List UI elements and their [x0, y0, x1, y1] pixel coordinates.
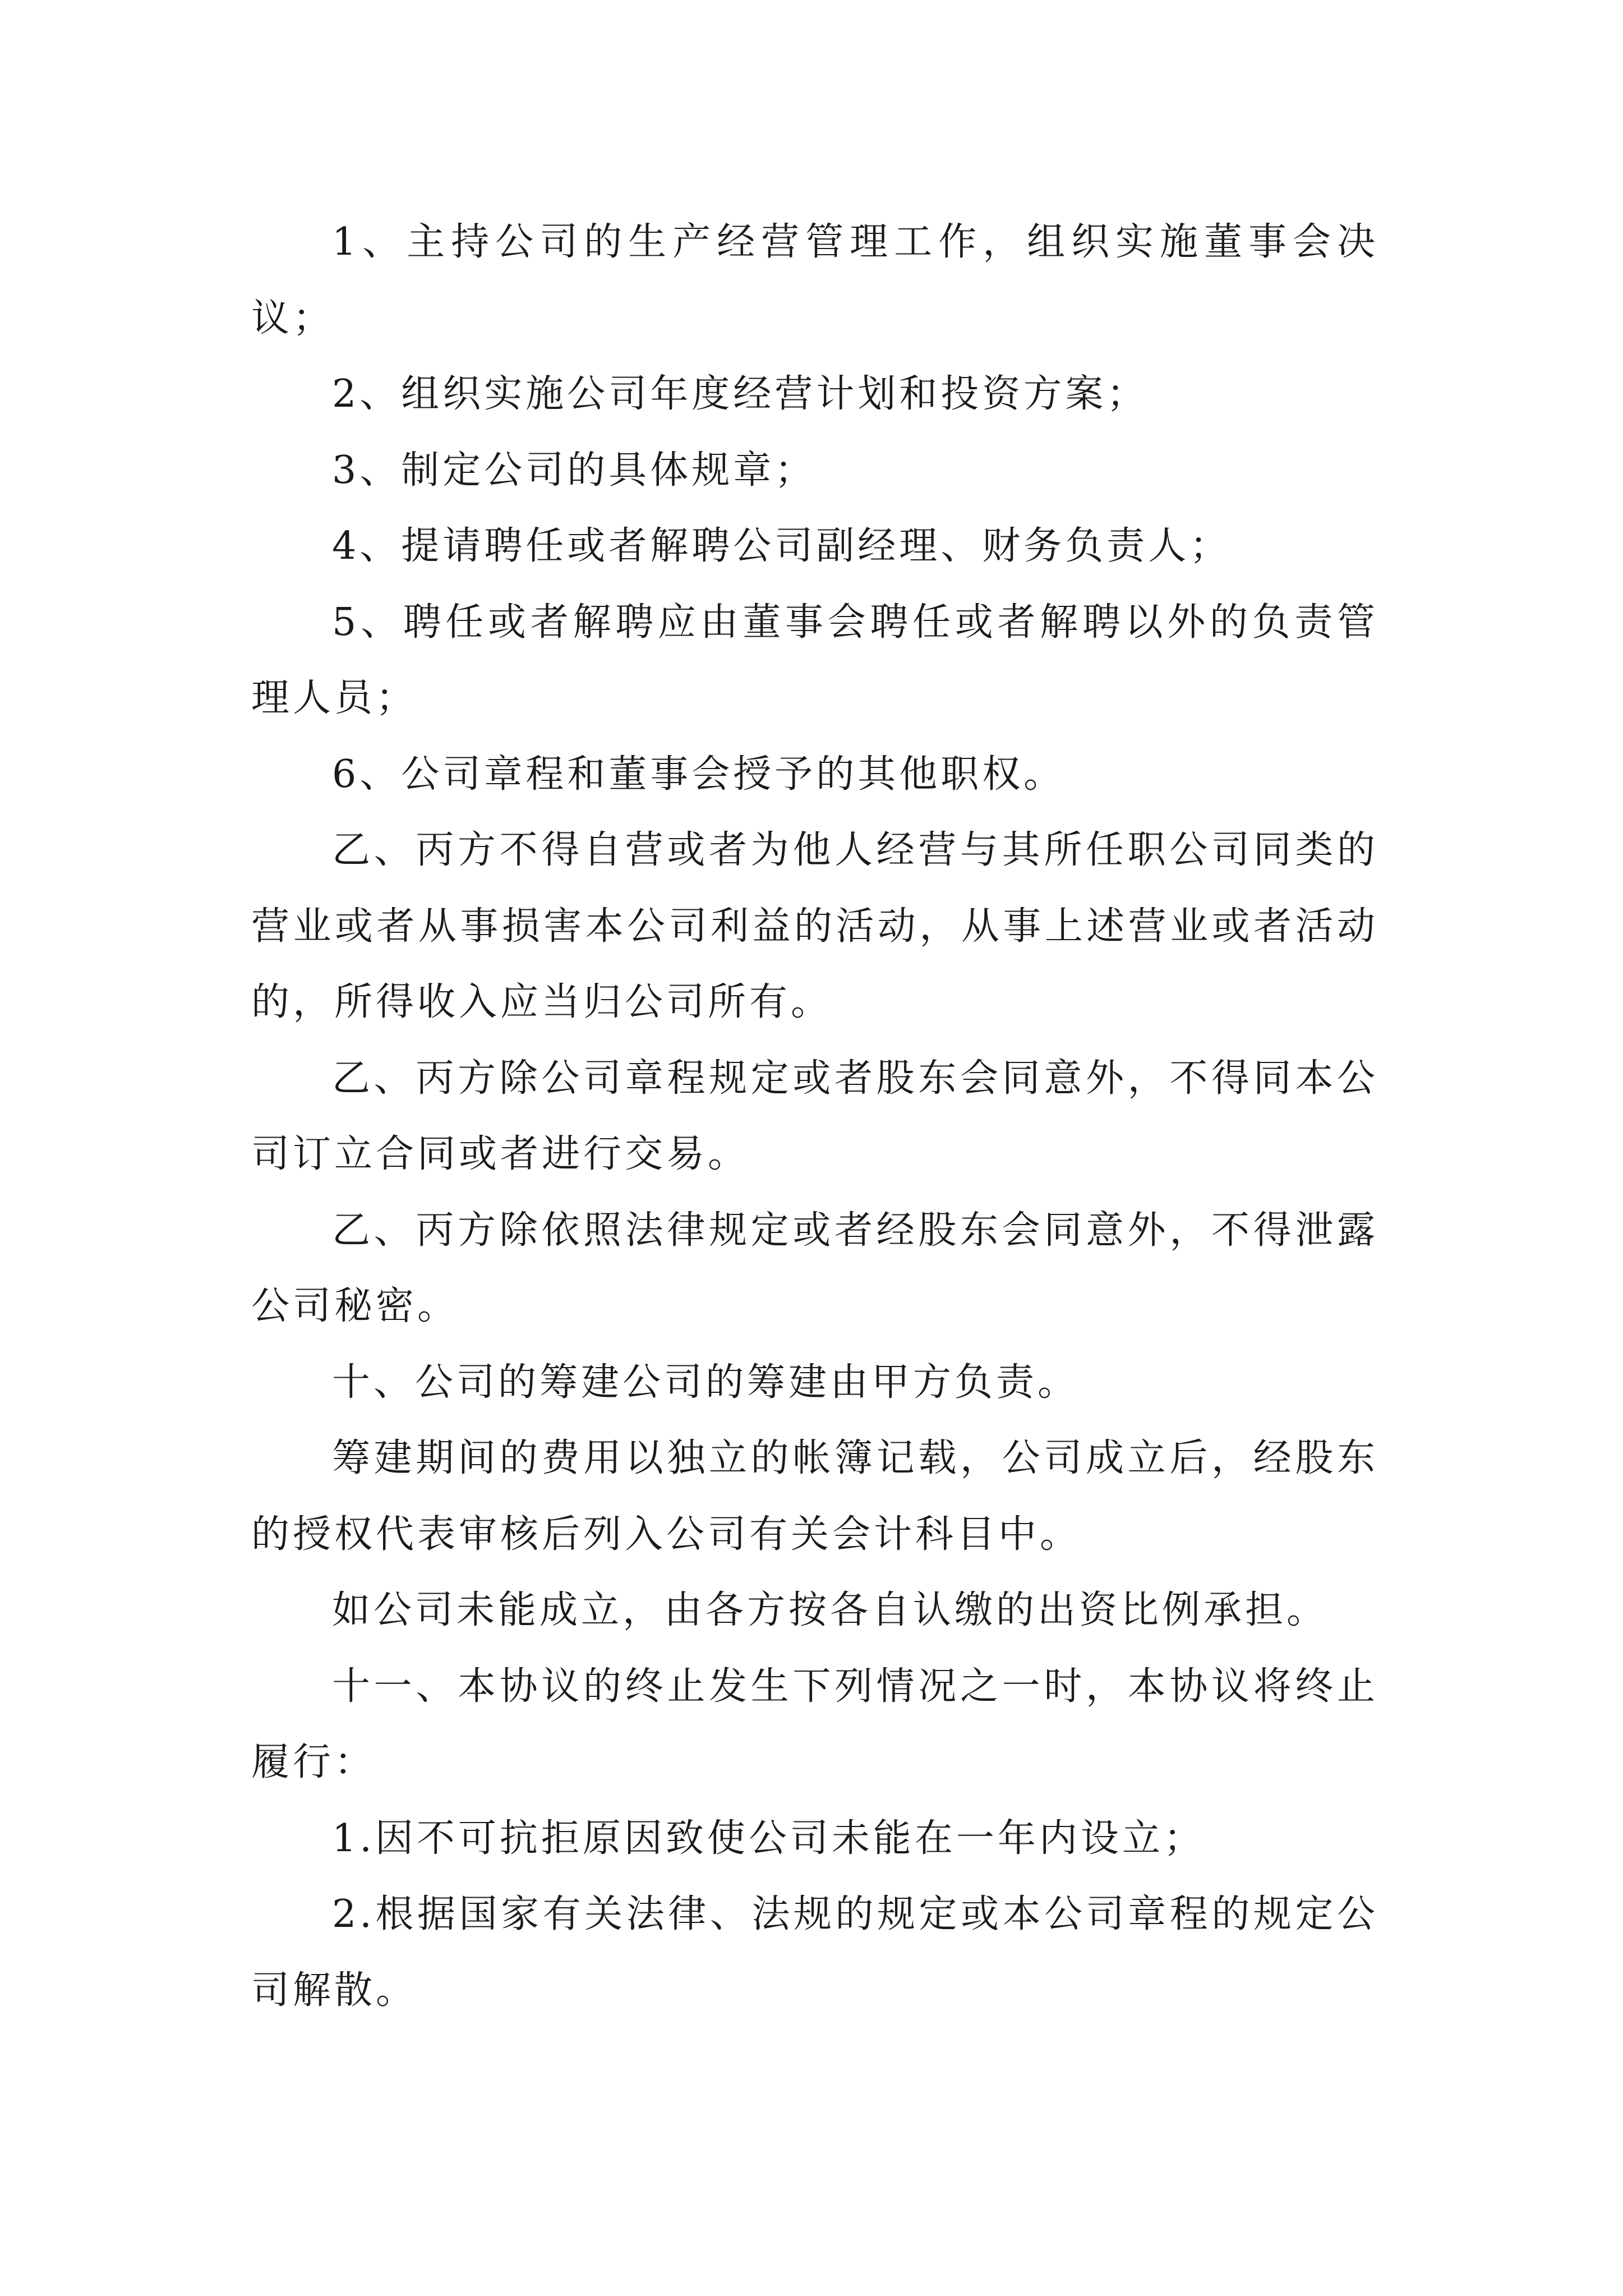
- paragraph-item-4: 4、提请聘任或者解聘公司副经理、财务负责人；: [332, 524, 1232, 568]
- paragraph-confidentiality: 乙、丙方除依照法律规定或者经股东会同意外，不得泄露公司秘密。: [251, 1208, 1378, 1328]
- paragraph-item-5: 5、聘任或者解聘应由董事会聘任或者解聘以外的负责管理人员；: [251, 600, 1378, 720]
- paragraph-item-6: 6、公司章程和董事会授予的其他职权。: [332, 752, 1066, 797]
- paragraph-item-1: 1、主持公司的生产经营管理工作，组织实施董事会决议；: [251, 220, 1378, 341]
- section-heading-ten: 十、公司的筹建公司的筹建由甲方负责。: [332, 1360, 1080, 1405]
- paragraph-item-2: 2、组织实施公司年度经营计划和投资方案；: [332, 372, 1149, 416]
- document-body: [251, 204, 1378, 2028]
- paragraph-competition-restriction: 乙、丙方不得自营或者为他人经营与其所任职公司同类的营业或者从事损害本公司利益的活动，从事上述营业或者活动的，所得收入应当归公司所有。: [251, 828, 1378, 1024]
- section-heading-eleven: 十一、本协议的终止发生下列情况之一时，本协议将终止履行：: [251, 1664, 1378, 1784]
- termination-item-1: 1.因不可抗拒原因致使公司未能在一年内设立；: [332, 1816, 1205, 1861]
- paragraph-item-3: 3、制定公司的具体规章；: [332, 448, 817, 493]
- paragraph-failure-to-establish: 如公司未能成立，由各方按各自认缴的出资比例承担。: [332, 1588, 1329, 1632]
- termination-item-2: 2.根据国家有关法律、法规的规定或本公司章程的规定公司解散。: [251, 1892, 1378, 2013]
- paragraph-transaction-restriction: 乙、丙方除公司章程规定或者股东会同意外，不得同本公司订立合同或者进行交易。: [251, 1056, 1378, 1176]
- paragraph-preparation-expenses: 筹建期间的费用以独立的帐簿记载，公司成立后，经股东的授权代表审核后列入公司有关会计科目中。: [251, 1436, 1378, 1557]
